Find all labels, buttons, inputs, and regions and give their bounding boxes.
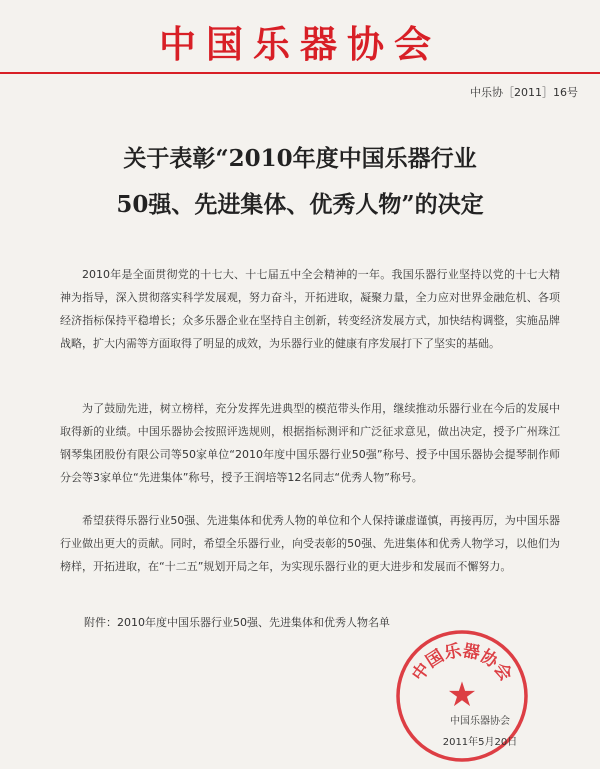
body-paragraph-1: 2010年是全面贯彻党的十七大、十七届五中全会精神的一年。我国乐器行业坚持以党的十七大精神为指导，深入贯彻落实科学发展观，努力奋斗，开拓进取，凝聚力量，全力应对世界金融危机、各项经济指标保持平稳增长；众多乐器企业在坚持自主创新，转变经济发展方式，加快结构调整，实施品牌战略，扩大内需等方面取得了明显的成效，为乐器行业的健康有序发展打下了坚实的基础。 [60, 268, 560, 350]
letterhead-title: 中国乐器协会 [159, 22, 441, 66]
attachment-note: 附件：2010年度中国乐器行业50强、先进集体和优秀人物名单 [84, 616, 390, 629]
document-title-line-1: 关于表彰“2010年度中国乐器行业 [123, 145, 477, 172]
letterhead-rule [0, 72, 600, 74]
seal-star-icon: ★ [446, 675, 478, 715]
signature-organization: 中国乐器协会 [450, 716, 510, 727]
body-paragraph-3: 希望获得乐器行业50强、先进集体和优秀人物的单位和个人保持谦虚谨慎，再接再厉，为中国乐器行业做出更大的贡献。同时，希望全乐器行业，向受表彰的50强、先进集体和优秀人物学习，以他们为榜样，开拓进取，在“十二五”规划开局之年，为实现乐器行业的更大进步和发展而不懈努力。 [60, 514, 560, 573]
seal-ring-text: 中国乐器协会 [408, 640, 516, 685]
document-title-line-2: 50强、先进集体、优秀人物”的决定 [116, 191, 484, 218]
body-paragraph-2: 为了鼓励先进，树立榜样，充分发挥先进典型的模范带头作用，继续推动乐器行业在今后的发展中取得新的业绩。中国乐器协会按照评选规则，根据指标测评和广泛征求意见，做出决定，授予广州珠江钢琴集团股份有限公司等50家单位“2010年度中国乐器行业50强”称号、授予中国乐器协会提琴制作师分会等3家单位“先进集体”称号，授予王润培等12名同志“优秀人物”称号。 [60, 402, 560, 484]
signature-date: 2011年5月20日 [442, 737, 518, 748]
document-number: 中乐协［2011］16号 [470, 86, 578, 99]
